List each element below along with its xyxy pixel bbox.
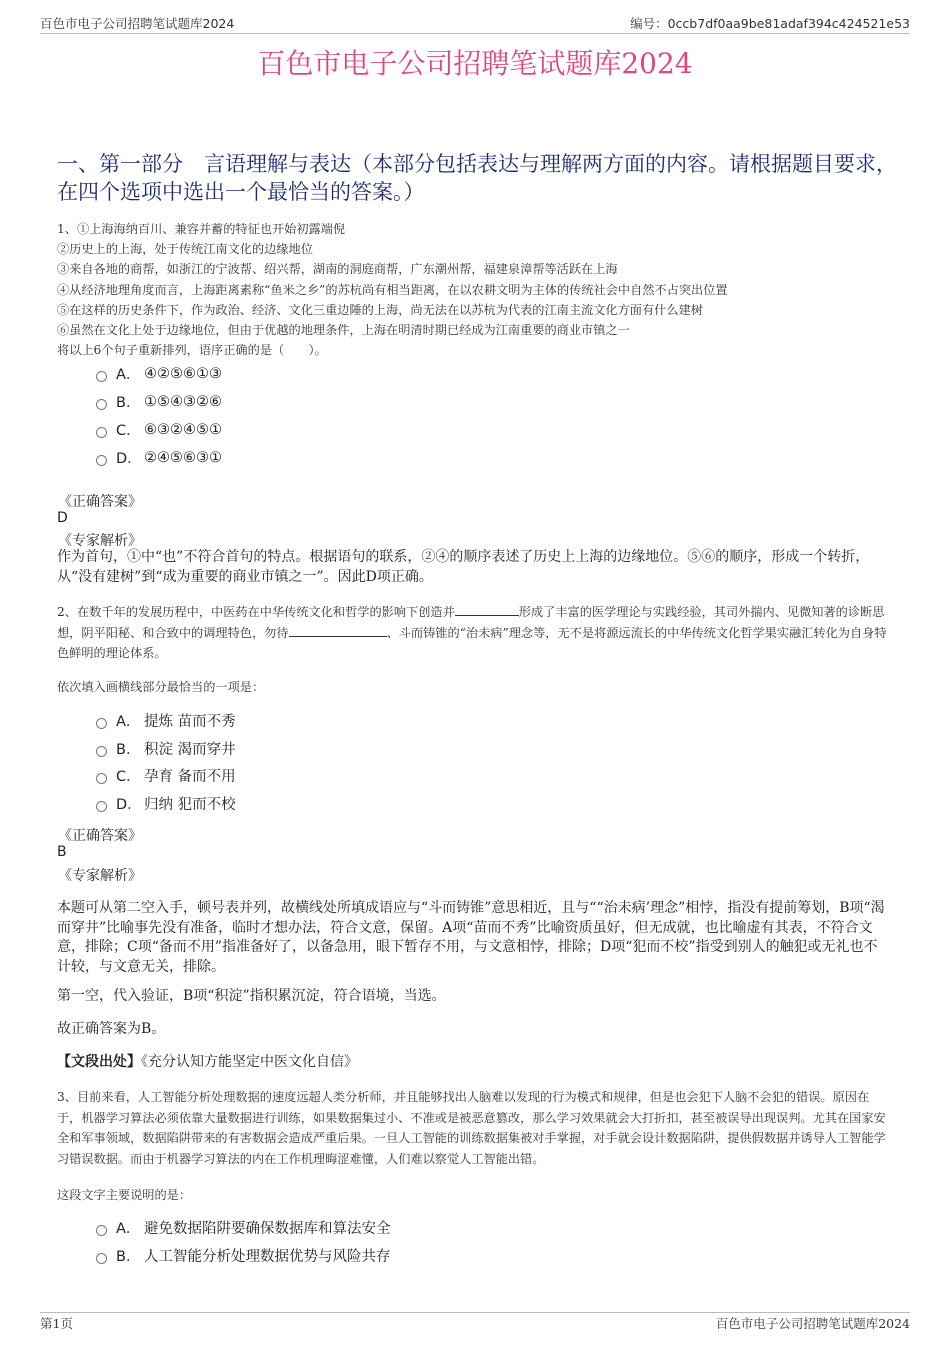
radio-icon[interactable]	[96, 1225, 107, 1236]
option-text: ⑥③②④⑤①	[144, 421, 222, 438]
option-letter: A．	[116, 1221, 141, 1237]
option-letter: A．	[116, 367, 141, 383]
footer-divider	[40, 1312, 910, 1313]
radio-icon[interactable]	[96, 773, 107, 784]
option-text: ②④⑤⑥③①	[144, 449, 222, 466]
q3-option-b[interactable]	[96, 1245, 391, 1266]
q2-source	[57, 1053, 887, 1073]
answer-blank	[289, 624, 387, 637]
option-letter: A．	[116, 714, 141, 730]
q2-analysis: 本题可从第二空入手，顿号表并列，故横线处所填成语应与“斗而铸锥”意思相近，且与““治未病’理念”相悖，指没有提前筹划，B项“渴而穿井”比喻事先没有准备，临时才想办法，符合文意，保留。A项“苗而不秀”比喻资质虽好，但无成就，也比喻虚有其表，不符合文意，排除；C项“备而不用”指准备好了，以备急用，眼下暂存不用，与文意相悖，排除；D项“犯而不校”指受到别人的触犯或无礼也不计较，与文意无关，排除。	[57, 900, 885, 975]
q2-analysis-blank1: 第一空，代入验证，B项“积淀”指积累沉淀，符合语境，当选。	[57, 988, 446, 1004]
option-text: 归纳 犯而不校	[144, 797, 236, 813]
option-letter: B．	[116, 1249, 141, 1265]
q3-text: 3、目前来看，人工智能分析处理数据的速度远超人类分析师，并且能够找出人脑难以发现的行为模式和规律，但是也会犯下人脑不会犯的错误。原因在于，机器学习算法必须依靠大量数据进行训练，如果数据集过小、不准或是被恶意篡改，那么学习效果就会大打折扣，甚至被误导出现误判。尤其在国家安全和军事领域，数据陷阱带来的有害数据会造成严重后果。一旦人工智能的训练数据集被对手掌握，对手就会设计数据陷阱，提供假数据并诱导人工智能学习错误数据。而由于机器学习算法的内在工作机理晦涩难懂，人们难以察觉人工智能出错。	[57, 1090, 886, 1166]
q2-option-c[interactable]	[96, 765, 236, 786]
q2-text-part: 、斗而铸锥的“治未病”理念等，无不是将源远流长的中华传统文化哲学果实融汇转化为自身特色鲜明的理论体系。	[57, 625, 887, 660]
radio-icon[interactable]	[96, 801, 107, 812]
answer-blank	[455, 603, 519, 616]
q1-analysis: 作为首句，①中“也”不符合首句的特点。根据语句的联系，②④的顺序表述了历史上上海的边缘地位。⑤⑥的顺序，形成一个转折，从“没有建树”到“成为重要的商业市镇之一”。因此D项正确。	[57, 549, 870, 585]
footer-title: 百色市电子公司招聘笔试题库2024	[715, 1316, 910, 1331]
q1-analysis-label: 《专家解析》	[58, 533, 142, 549]
q2-text-part: 2、在数千年的发展历程中，中医药在中华传统文化和哲学的影响下创造并	[57, 605, 455, 619]
page-number: 第1页	[40, 1316, 73, 1331]
source-bracket: 【文段出处】	[57, 1054, 141, 1070]
q1-line: ③来自各地的商帮，如浙江的宁波帮、绍兴帮，湖南的洞庭商帮，广东潮州帮，福建泉漳帮等活跃在上海	[57, 262, 618, 277]
radio-icon[interactable]	[96, 455, 107, 466]
option-letter: D．	[116, 451, 142, 467]
q1-line: 将以上6个句子重新排列，语序正确的是（ ）。	[57, 343, 327, 358]
section-title: 一、第一部分 言语理解与表达（本部分包括表达与理解两方面的内容。请根据题目要求，在四个选项中选出一个最恰当的答案。）	[57, 152, 897, 204]
q2-option-b[interactable]	[96, 738, 236, 759]
option-text: 孕育 备而不用	[144, 769, 236, 785]
q2-prompt: 依次填入画横线部分最恰当的一项是：	[57, 680, 265, 694]
q2-analysis-label: 《专家解析》	[58, 868, 142, 884]
q1-option-b[interactable]	[96, 391, 222, 412]
radio-icon[interactable]	[96, 746, 107, 757]
option-letter: C．	[116, 423, 141, 439]
option-letter: B．	[116, 395, 141, 411]
q3-option-a[interactable]	[96, 1217, 391, 1238]
q2-analysis-conclusion: 故正确答案为B。	[57, 1021, 166, 1037]
q1-line: ⑥虽然在文化上处于边缘地位，但由于优越的地理条件，上海在明清时期已经成为江南重要的商业市镇之一	[57, 323, 630, 338]
header-doc-number: 编号：0ccb7df0aa9be81adaf394c424521e53	[630, 16, 910, 31]
q1-option-d[interactable]	[96, 447, 222, 468]
q2-text	[57, 602, 887, 664]
radio-icon[interactable]	[96, 718, 107, 729]
q1-answer: D	[57, 510, 68, 526]
radio-icon[interactable]	[96, 399, 107, 410]
option-text: ①⑤④③②⑥	[144, 393, 222, 410]
radio-icon[interactable]	[96, 427, 107, 438]
q1-line: 1、①上海海纳百川、兼容并蓄的特征也开始初露端倪	[57, 222, 346, 236]
source-title: 《充分认知方能坚定中医文化自信》	[141, 1054, 358, 1070]
q1-option-c[interactable]	[96, 419, 222, 440]
q2-answer-label: 《正确答案》	[58, 828, 142, 844]
q3-prompt: 这段文字主要说明的是：	[57, 1188, 192, 1202]
option-text: ④②⑤⑥①③	[144, 365, 222, 382]
page-title: 百色市电子公司招聘笔试题库2024	[257, 47, 693, 80]
q1-answer-label: 《正确答案》	[58, 494, 142, 510]
option-text: 避免数据陷阱要确保数据库和算法安全	[144, 1221, 391, 1237]
q2-option-a[interactable]	[96, 710, 236, 731]
radio-icon[interactable]	[96, 1253, 107, 1264]
q1-option-a[interactable]	[96, 363, 222, 384]
q2-option-d[interactable]	[96, 793, 236, 814]
q1-line: ⑤在这样的历史条件下，作为政治、经济、文化三重边陲的上海，尚无法在以苏杭为代表的江南主流文化方面有什么建树	[57, 302, 703, 317]
option-text: 积淀 渴而穿井	[144, 742, 236, 758]
header-left-title: 百色市电子公司招聘笔试题库2024	[40, 16, 235, 31]
option-letter: B．	[116, 742, 141, 758]
q1-line: ②历史上的上海，处于传统江南文化的边缘地位	[57, 242, 313, 257]
q2-text-part: 形成了丰富的医学理论与实践经验，其司外揣内、见微知著的诊断思想，阴平阳秘、和合致中的调理特色，勿待	[57, 605, 885, 640]
option-letter: D．	[116, 797, 142, 813]
option-letter: C．	[116, 769, 141, 785]
option-text: 人工智能分析处理数据优势与风险共存	[144, 1249, 391, 1265]
option-text: 提炼 苗而不秀	[144, 714, 236, 730]
radio-icon[interactable]	[96, 371, 107, 382]
q2-answer: B	[57, 844, 67, 860]
q1-text	[57, 219, 897, 360]
header-divider	[40, 33, 910, 34]
q1-line: ④从经济地理角度而言，上海距离素称“鱼米之乡”的苏杭尚有相当距离，在以农耕文明为主体的传统社会中自然不占突出位置	[57, 282, 728, 297]
